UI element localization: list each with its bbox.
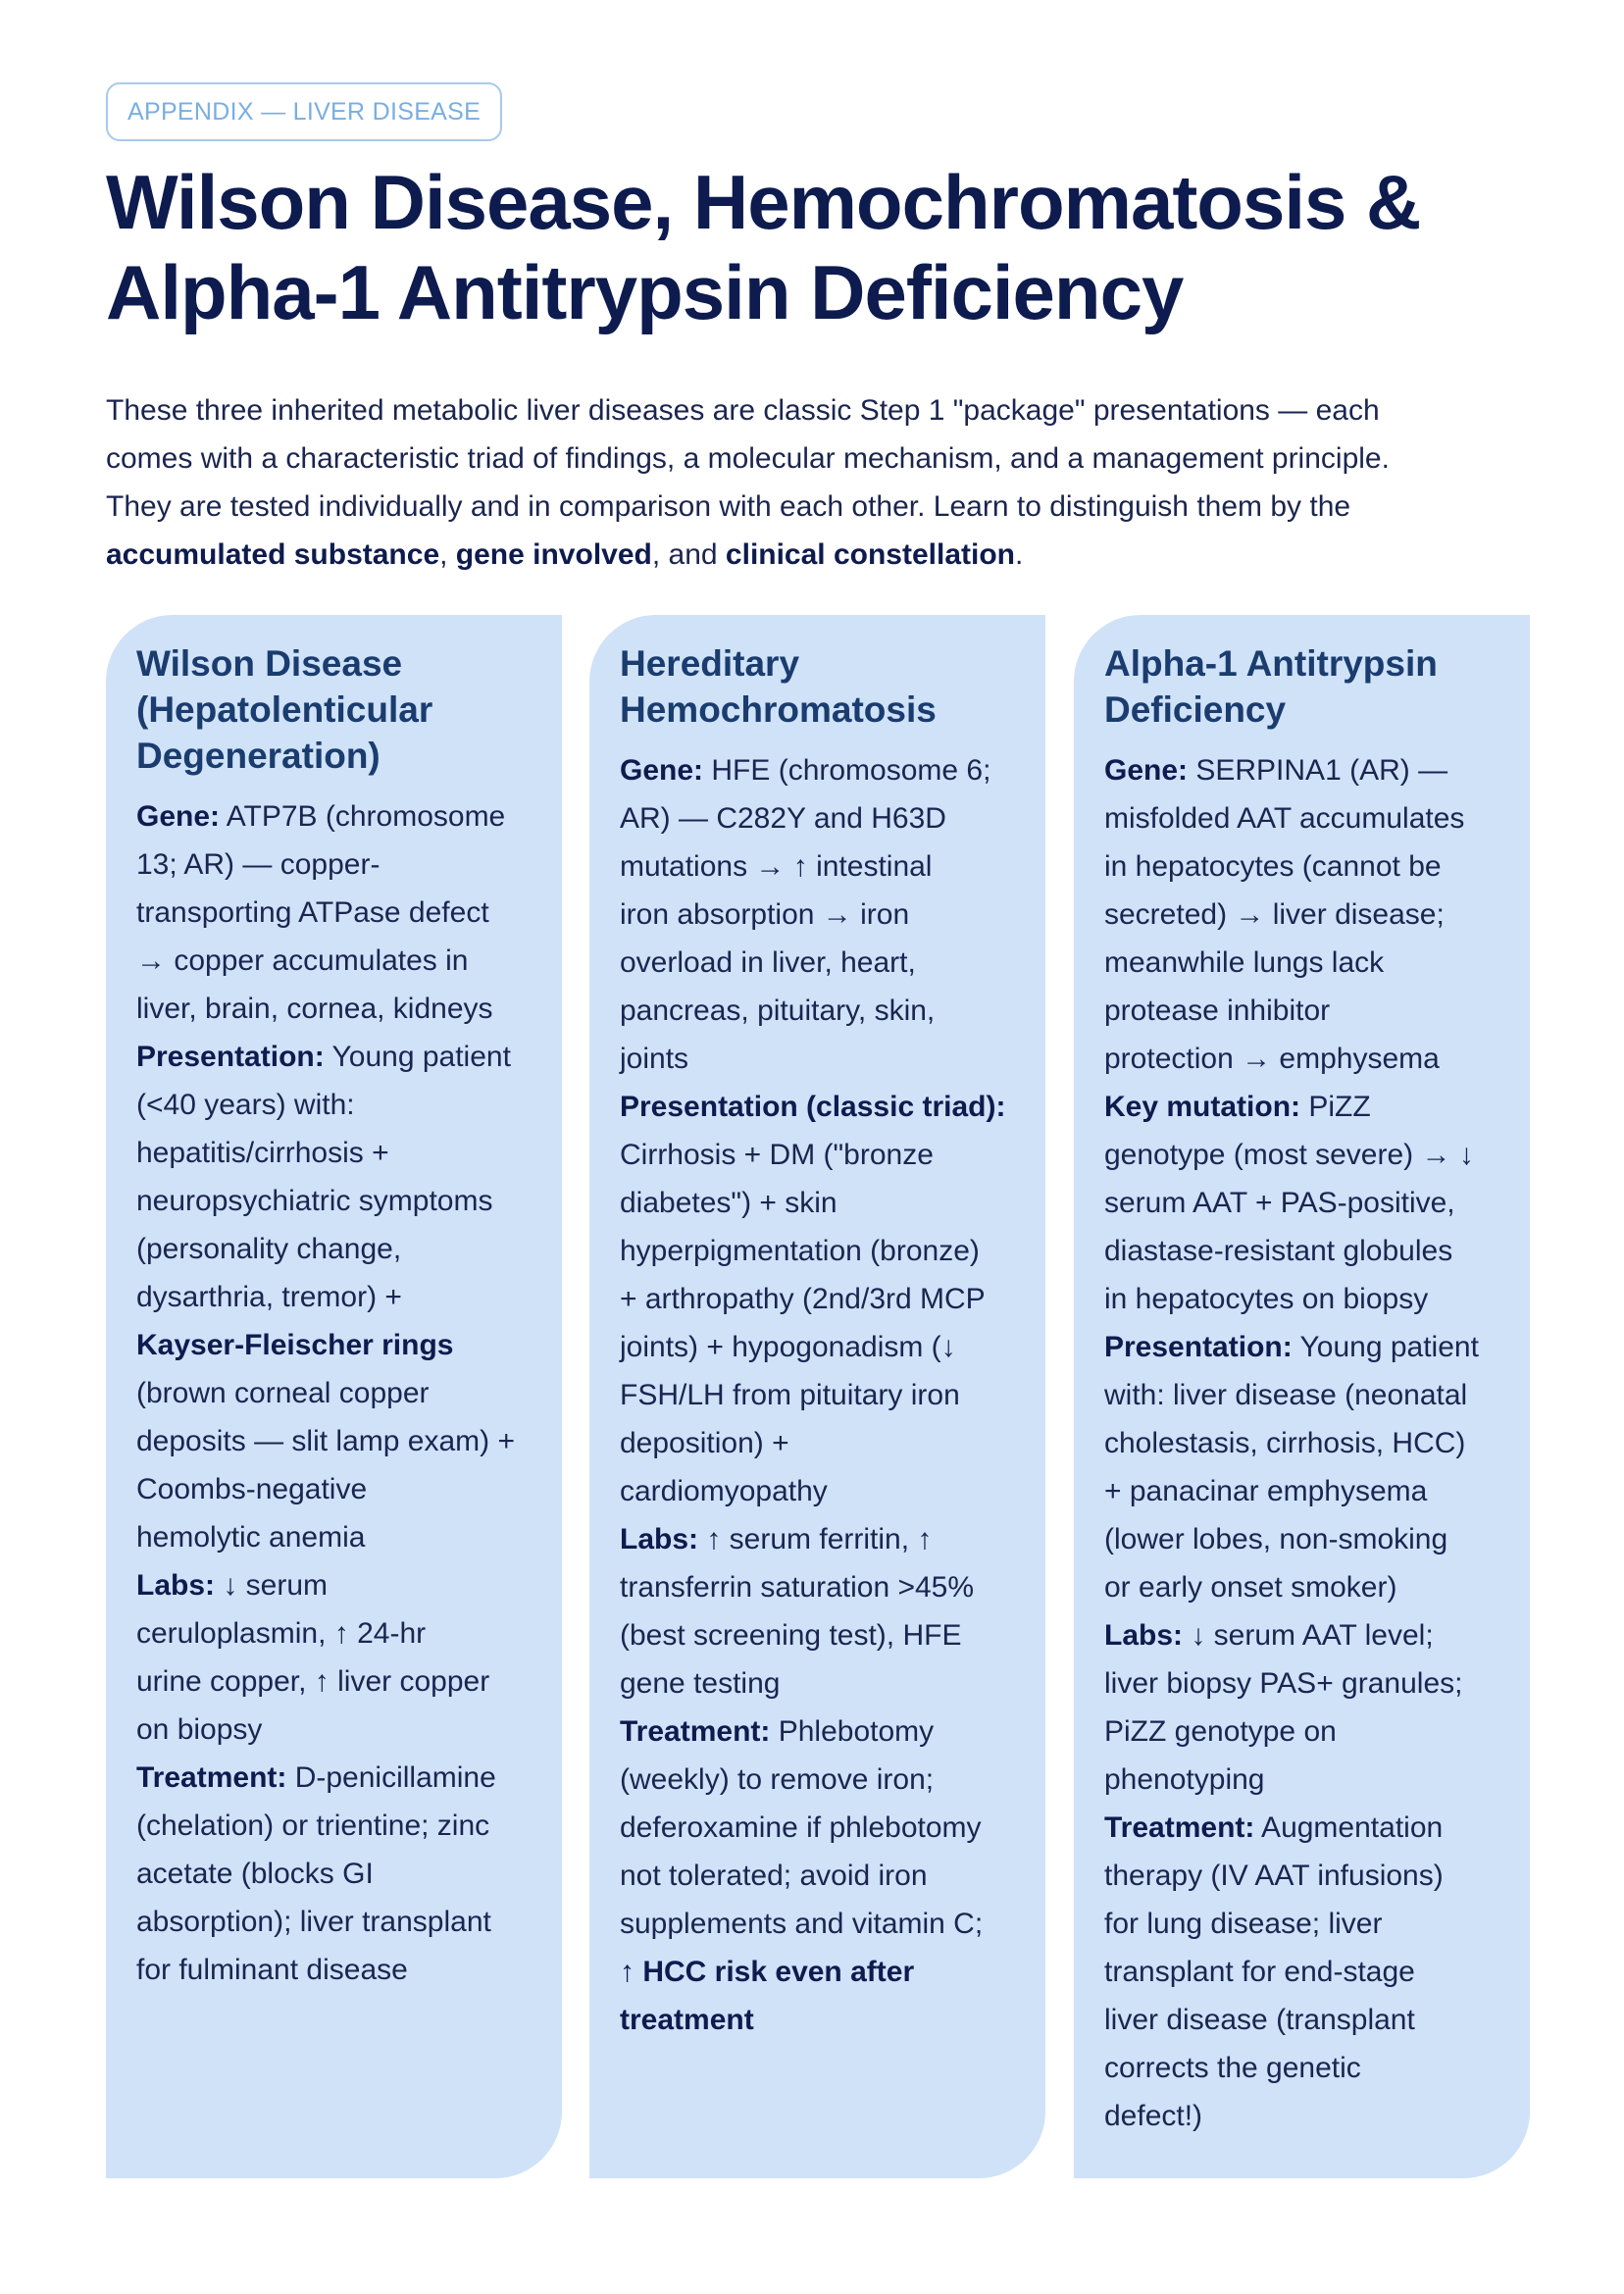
card-text-line bbox=[1104, 1035, 1504, 1083]
card-text-line bbox=[1104, 1179, 1504, 1227]
intro-line bbox=[106, 531, 1538, 579]
card-text-line bbox=[136, 1369, 536, 1417]
card-text-line bbox=[136, 1754, 536, 1802]
card-text-line bbox=[1104, 1563, 1504, 1611]
card-title bbox=[620, 640, 1020, 733]
card-text-line bbox=[1104, 987, 1504, 1035]
text-run: hyperpigmentation (bronze) bbox=[620, 1235, 980, 1267]
bold-text: Presentation: bbox=[1104, 1331, 1293, 1363]
text-run: D-penicillamine bbox=[286, 1761, 496, 1794]
text-run: (lower lobes, non-smoking bbox=[1104, 1523, 1448, 1555]
text-run: Phlebotomy bbox=[770, 1715, 935, 1748]
card-text-line bbox=[136, 1898, 536, 1946]
card-text-line bbox=[1104, 1323, 1504, 1371]
card-text-line bbox=[136, 889, 536, 937]
text-run: cholestasis, cirrhosis, HCC) bbox=[1104, 1427, 1466, 1459]
text-run: meanwhile lungs lack bbox=[1104, 946, 1385, 979]
intro-line: These three inherited metabolic liver diseases are classic Step 1 "package" presentations — each bbox=[106, 394, 1380, 427]
text-run: PiZZ genotype on bbox=[1104, 1715, 1337, 1748]
text-run: therapy (IV AAT infusions) bbox=[1104, 1860, 1444, 1892]
card-text-line bbox=[620, 1804, 1020, 1852]
text-run: gene testing bbox=[620, 1667, 781, 1700]
card-text-line bbox=[136, 1946, 536, 1994]
card-title-line: Alpha-1 Antitrypsin bbox=[1104, 643, 1438, 684]
card-text-line bbox=[1104, 1371, 1504, 1419]
text-run: phenotyping bbox=[1104, 1763, 1265, 1796]
text-run: HFE (chromosome 6; bbox=[703, 754, 991, 787]
card-alpha1-antitrypsin-deficiency bbox=[1074, 615, 1530, 2178]
intro-line: They are tested individually and in comparison with each other. Learn to distinguish them by the bbox=[106, 490, 1351, 523]
text-run: defect!) bbox=[1104, 2100, 1203, 2132]
card-text-line bbox=[620, 1275, 1020, 1323]
text-run: cardiomyopathy bbox=[620, 1475, 828, 1507]
text-run: (chelation) or trientine; zinc bbox=[136, 1810, 490, 1842]
text-run: (<40 years) with: bbox=[136, 1089, 355, 1121]
card-text-line bbox=[1104, 1900, 1504, 1948]
bold-text: Presentation: bbox=[136, 1041, 325, 1073]
text-run: transporting ATPase defect bbox=[136, 896, 489, 929]
text-run: serum AAT + PAS-positive, bbox=[1104, 1187, 1455, 1219]
card-text-line bbox=[1104, 1275, 1504, 1323]
page-title-line: Wilson Disease, Hemochromatosis & bbox=[106, 159, 1421, 245]
card-text-line bbox=[136, 1657, 536, 1706]
card-body bbox=[1104, 746, 1504, 2140]
text-run: for lung disease; liver bbox=[1104, 1908, 1383, 1940]
card-text-line bbox=[620, 794, 1020, 842]
bold-text: Treatment: bbox=[620, 1715, 771, 1748]
card-text-line bbox=[620, 746, 1020, 794]
text-run: in hepatocytes on biopsy bbox=[1104, 1283, 1429, 1315]
card-text-line bbox=[620, 1948, 1020, 1996]
text-run: deposits — slit lamp exam) + bbox=[136, 1425, 515, 1457]
text-run: ceruloplasmin, ↑ 24-hr bbox=[136, 1617, 427, 1650]
text-run: supplements and vitamin C; bbox=[620, 1908, 984, 1940]
text-run: transferrin saturation >45% bbox=[620, 1571, 975, 1604]
text-run: dysarthria, tremor) + bbox=[136, 1281, 402, 1313]
card-text-line bbox=[1104, 1131, 1504, 1179]
card-text-line bbox=[620, 1611, 1020, 1659]
card-title-line: Deficiency bbox=[1104, 689, 1287, 730]
text-run: Cirrhosis + DM ("bronze bbox=[620, 1139, 934, 1171]
text-run: absorption); liver transplant bbox=[136, 1906, 491, 1938]
text-run: pancreas, pituitary, skin, bbox=[620, 994, 936, 1027]
text-run: ↑ serum ferritin, ↑ bbox=[698, 1523, 933, 1555]
text-run: Augmentation bbox=[1254, 1811, 1444, 1844]
card-text-line bbox=[620, 1323, 1020, 1371]
card-text-line bbox=[1104, 746, 1504, 794]
card-text-line bbox=[136, 1561, 536, 1609]
card-text-line bbox=[1104, 1756, 1504, 1804]
text-run: , bbox=[439, 538, 456, 571]
bold-text: Treatment: bbox=[1104, 1811, 1255, 1844]
text-run: Young patient bbox=[324, 1041, 511, 1073]
text-run: SERPINA1 (AR) — bbox=[1188, 754, 1448, 787]
card-text-line bbox=[620, 1371, 1020, 1419]
text-run: hepatitis/cirrhosis + bbox=[136, 1137, 389, 1169]
page-title-line: Alpha-1 Antitrypsin Deficiency bbox=[106, 249, 1184, 335]
card-text-line bbox=[620, 1035, 1020, 1083]
bold-text: clinical constellation bbox=[725, 538, 1015, 571]
text-run: Young patient bbox=[1292, 1331, 1479, 1363]
bold-text: Kayser-Fleischer rings bbox=[136, 1329, 454, 1361]
text-run: , and bbox=[651, 538, 726, 571]
card-text-line bbox=[136, 1802, 536, 1850]
card-text-line bbox=[620, 1179, 1020, 1227]
text-run: with: liver disease (neonatal bbox=[1104, 1379, 1468, 1411]
card-text-line bbox=[620, 842, 1020, 891]
text-run: diabetes") + skin bbox=[620, 1187, 837, 1219]
card-text-line bbox=[1104, 1996, 1504, 2044]
card-text-line bbox=[1104, 1611, 1504, 1659]
text-run: hemolytic anemia bbox=[136, 1521, 366, 1554]
bold-text: gene involved bbox=[455, 538, 652, 571]
card-text-line bbox=[1104, 1852, 1504, 1900]
text-run: → copper accumulates in bbox=[136, 944, 469, 977]
card-hereditary-hemochromatosis bbox=[589, 615, 1045, 2178]
card-text-line bbox=[620, 1419, 1020, 1467]
card-text-line bbox=[620, 1083, 1020, 1131]
bold-text: Labs: bbox=[1104, 1619, 1184, 1652]
card-text-line bbox=[620, 1131, 1020, 1179]
intro-paragraph bbox=[106, 386, 1538, 579]
card-title-line: Wilson Disease bbox=[136, 643, 403, 684]
card-text-line bbox=[136, 792, 536, 841]
text-run: urine copper, ↑ liver copper bbox=[136, 1665, 490, 1698]
text-run: FSH/LH from pituitary iron bbox=[620, 1379, 960, 1411]
text-run: PiZZ bbox=[1300, 1091, 1371, 1123]
card-text-line bbox=[1104, 1708, 1504, 1756]
card-text-line bbox=[1104, 1659, 1504, 1708]
text-run: Coombs-negative bbox=[136, 1473, 368, 1505]
card-text-line bbox=[136, 1706, 536, 1754]
card-wilson-disease bbox=[106, 615, 562, 2178]
text-run: liver disease (transplant bbox=[1104, 2004, 1415, 2036]
text-run: liver biopsy PAS+ granules; bbox=[1104, 1667, 1463, 1700]
text-run: neuropsychiatric symptoms bbox=[136, 1185, 493, 1217]
text-run: for fulminant disease bbox=[136, 1954, 408, 1986]
card-body bbox=[620, 746, 1020, 2044]
card-title bbox=[1104, 640, 1504, 733]
card-text-line bbox=[136, 985, 536, 1033]
section-tag: APPENDIX — LIVER DISEASE bbox=[106, 82, 502, 141]
card-text-line bbox=[1104, 842, 1504, 891]
text-run: deferoxamine if phlebotomy bbox=[620, 1811, 982, 1844]
card-text-line bbox=[136, 1273, 536, 1321]
card-text-line bbox=[136, 1225, 536, 1273]
text-run: + panacinar emphysema bbox=[1104, 1475, 1428, 1507]
card-text-line bbox=[136, 1033, 536, 1081]
card-text-line bbox=[620, 987, 1020, 1035]
bold-text: ↑ HCC risk even after bbox=[620, 1956, 915, 1988]
text-run: misfolded AAT accumulates bbox=[1104, 802, 1465, 835]
card-text-line bbox=[620, 1659, 1020, 1708]
card-text-line bbox=[1104, 2044, 1504, 2092]
text-run: not tolerated; avoid iron bbox=[620, 1860, 928, 1892]
card-title bbox=[136, 640, 536, 779]
card-text-line bbox=[620, 1900, 1020, 1948]
bold-text: Labs: bbox=[136, 1569, 216, 1602]
card-text-line bbox=[136, 1129, 536, 1177]
card-text-line bbox=[620, 1467, 1020, 1515]
card-title-line: Hemochromatosis bbox=[620, 689, 937, 730]
page-title bbox=[106, 157, 1538, 337]
card-text-line bbox=[136, 1081, 536, 1129]
text-run: deposition) + bbox=[620, 1427, 789, 1459]
text-run: ↓ serum bbox=[215, 1569, 329, 1602]
text-run: + arthropathy (2nd/3rd MCP bbox=[620, 1283, 986, 1315]
card-text-line bbox=[1104, 1467, 1504, 1515]
text-run: (best screening test), HFE bbox=[620, 1619, 962, 1652]
bold-text: Gene: bbox=[620, 754, 704, 787]
text-run: ATP7B (chromosome bbox=[220, 800, 506, 833]
card-title-line: (Hepatolenticular bbox=[136, 689, 433, 730]
text-run: . bbox=[1015, 538, 1024, 571]
text-run: diastase-resistant globules bbox=[1104, 1235, 1453, 1267]
card-title-line: Degeneration) bbox=[136, 736, 381, 776]
card-text-line bbox=[620, 1515, 1020, 1563]
text-run: 13; AR) — copper- bbox=[136, 848, 381, 881]
text-run: or early onset smoker) bbox=[1104, 1571, 1397, 1604]
card-text-line bbox=[620, 1708, 1020, 1756]
card-text-line bbox=[136, 1321, 536, 1369]
text-run: liver, brain, cornea, kidneys bbox=[136, 993, 493, 1025]
card-text-line bbox=[620, 939, 1020, 987]
card-text-line bbox=[1104, 1515, 1504, 1563]
bold-text: Gene: bbox=[136, 800, 221, 833]
intro-line: comes with a characteristic triad of findings, a molecular mechanism, and a management principle. bbox=[106, 442, 1390, 475]
bold-text: Labs: bbox=[620, 1523, 699, 1555]
text-run: in hepatocytes (cannot be bbox=[1104, 850, 1442, 883]
card-text-line bbox=[620, 1563, 1020, 1611]
card-text-line bbox=[620, 1756, 1020, 1804]
bold-text: accumulated substance bbox=[106, 538, 440, 571]
card-text-line bbox=[1104, 1419, 1504, 1467]
bold-text: treatment bbox=[620, 2004, 754, 2036]
card-text-line bbox=[1104, 1227, 1504, 1275]
card-text-line bbox=[1104, 2092, 1504, 2140]
bold-text: Presentation (classic triad): bbox=[620, 1091, 1006, 1123]
text-run: genotype (most severe) → ↓ bbox=[1104, 1139, 1474, 1171]
text-run: (personality change, bbox=[136, 1233, 402, 1265]
text-run: AR) — C282Y and H63D bbox=[620, 802, 946, 835]
card-text-line bbox=[136, 841, 536, 889]
card-text-line bbox=[1104, 939, 1504, 987]
card-text-line bbox=[1104, 1083, 1504, 1131]
text-run: acetate (blocks GI bbox=[136, 1858, 374, 1890]
text-run: secreted) → liver disease; bbox=[1104, 898, 1445, 931]
text-run: mutations → ↑ intestinal bbox=[620, 850, 933, 883]
text-run: joints) + hypogonadism (↓ bbox=[620, 1331, 956, 1363]
card-text-line bbox=[136, 1513, 536, 1561]
card-body bbox=[136, 792, 536, 1994]
text-run: protection → emphysema bbox=[1104, 1043, 1440, 1075]
text-run: (brown corneal copper bbox=[136, 1377, 430, 1409]
card-title-line: Hereditary bbox=[620, 643, 800, 684]
text-run: protease inhibitor bbox=[1104, 994, 1331, 1027]
card-text-line bbox=[620, 1996, 1020, 2044]
card-text-line bbox=[1104, 1948, 1504, 1996]
card-text-line bbox=[620, 891, 1020, 939]
card-text-line bbox=[136, 937, 536, 985]
bold-text: Gene: bbox=[1104, 754, 1189, 787]
text-run: iron absorption → iron bbox=[620, 898, 910, 931]
text-run: ↓ serum AAT level; bbox=[1183, 1619, 1434, 1652]
text-run: on biopsy bbox=[136, 1713, 263, 1746]
text-run: (weekly) to remove iron; bbox=[620, 1763, 935, 1796]
card-text-line bbox=[1104, 891, 1504, 939]
card-text-line bbox=[136, 1465, 536, 1513]
card-text-line bbox=[1104, 794, 1504, 842]
card-text-line bbox=[136, 1417, 536, 1465]
card-text-line bbox=[620, 1852, 1020, 1900]
text-run: overload in liver, heart, bbox=[620, 946, 916, 979]
card-text-line bbox=[136, 1850, 536, 1898]
text-run: joints bbox=[620, 1043, 689, 1075]
card-text-line bbox=[136, 1609, 536, 1657]
bold-text: Treatment: bbox=[136, 1761, 287, 1794]
bold-text: Key mutation: bbox=[1104, 1091, 1301, 1123]
text-run: transplant for end-stage bbox=[1104, 1956, 1415, 1988]
card-text-line bbox=[620, 1227, 1020, 1275]
text-run: corrects the genetic bbox=[1104, 2052, 1361, 2084]
card-text-line bbox=[136, 1177, 536, 1225]
card-text-line bbox=[1104, 1804, 1504, 1852]
